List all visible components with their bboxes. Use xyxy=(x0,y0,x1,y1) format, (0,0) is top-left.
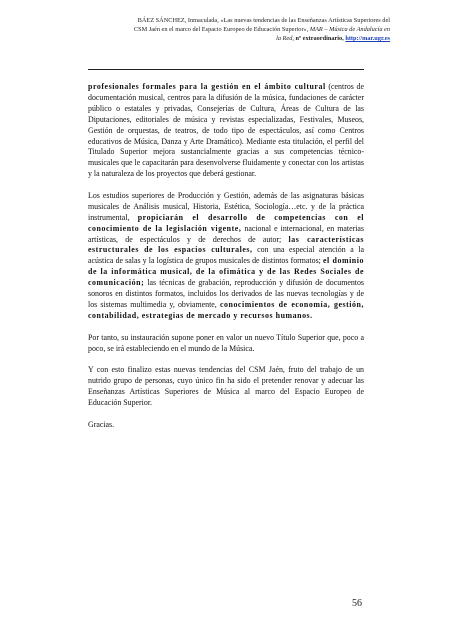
page-number: 56 xyxy=(352,598,362,609)
header-journal: MAR – Música de Andalucía en xyxy=(308,26,390,34)
paragraph xyxy=(88,420,364,431)
text-run: (centros de documentación musical, centros para la difusión de la música, fundaciones de carácter público o estatales y privadas, Consejerías de Cultura, Áreas de Cultura de las Diputaciones, editoriales de música y revistas especializadas, Festivales, Museos, Gestión de orquestas, de teatros, de todo tipo de espectáculos, así como Centros educativos de Música, Danza y Arte Dramático). Mediante esta titulación, el perfil del Titulado Superior mejora sustancialmente gracias a sus competencias técnico-musicales que le capacitarán para desenvolverse fluidamente y conectar con los artistas y la naturaleza de los proyectos que deberá gestionar. xyxy=(88,82,364,179)
bold-run: profesionales formales para la gestión en el ámbito cultural xyxy=(88,82,326,91)
bold-run: conocimientos de economía, gestión, contabilidad, estrategias de mercado y recursos humanos. xyxy=(88,300,365,320)
header-article-title: «Las nuevas tendencias de las Enseñanzas Artísticas Superiores del xyxy=(218,17,390,24)
header-author: BÁEZ SÁNCHEZ, Inmaculada, xyxy=(137,17,219,24)
bold-run: propiciarán el desarrollo de competencias con el conocimiento de la legislación vigente, xyxy=(88,212,364,233)
paragraph xyxy=(88,333,364,355)
text-run: Y con esto finalizo estas nuevas tendencias del CSM Jaén, fruto del trabajo de un nutrido grupo de personas, cuyo único fin ha sido el pretender renovar y adecuar las Enseñanzas Artísticas Superiores de Música al marco del Espacio Europeo de Educación Superior. xyxy=(88,365,364,407)
bold-run: las características estructurales de los espacios culturales, xyxy=(88,234,365,255)
paragraph xyxy=(88,191,364,322)
header-journal-link[interactable]: http://mar.ugr.es xyxy=(345,35,390,43)
text-run: Los estudios superiores de Producción y Gestión, además de las asignaturas básicas musicales de Análisis musical, Historia, Estética, Sociología…etc. y de la práctica instrumental, xyxy=(88,190,364,222)
bold-run: el dominio de la informática musical, de la ofimática y de las Redes Sociales de comunicación; xyxy=(88,256,364,288)
header-line-3 xyxy=(60,34,390,43)
paragraph xyxy=(88,365,364,409)
text-run: nacional e internacional, en materias artísticas, de espectáculos y de derechos de autor; xyxy=(88,223,364,244)
paragraph xyxy=(88,82,364,180)
running-header xyxy=(60,16,390,44)
header-line-2 xyxy=(60,25,390,34)
body-text xyxy=(88,82,364,441)
text-run: con una especial atención a la acústica de salas y la logística de grupos musicales de distintos formatos; xyxy=(88,245,364,266)
text-run: Por tanto, su instauración supone poner en valor un nuevo Título Superior que, poco a poco, se irá estableciendo en el mundo de la Música. xyxy=(88,332,364,353)
header-article-title-cont: CSM Jaén en el marco del Espacio Europeo de Educación Superior», xyxy=(133,26,309,34)
header-journal-cont: la Red, xyxy=(276,35,294,43)
text-run: Gracias. xyxy=(88,419,115,429)
header-line-1 xyxy=(60,16,390,25)
header-rule xyxy=(88,69,364,70)
header-issue: nº extraordinario, xyxy=(293,35,344,43)
text-run: las técnicas de grabación, reproducción y difusión de documentos sonoros en distintos formatos, incluidos los derivados de las nuevas tecnologías y de los sistemas multimedia y, obviamente, xyxy=(88,278,364,310)
